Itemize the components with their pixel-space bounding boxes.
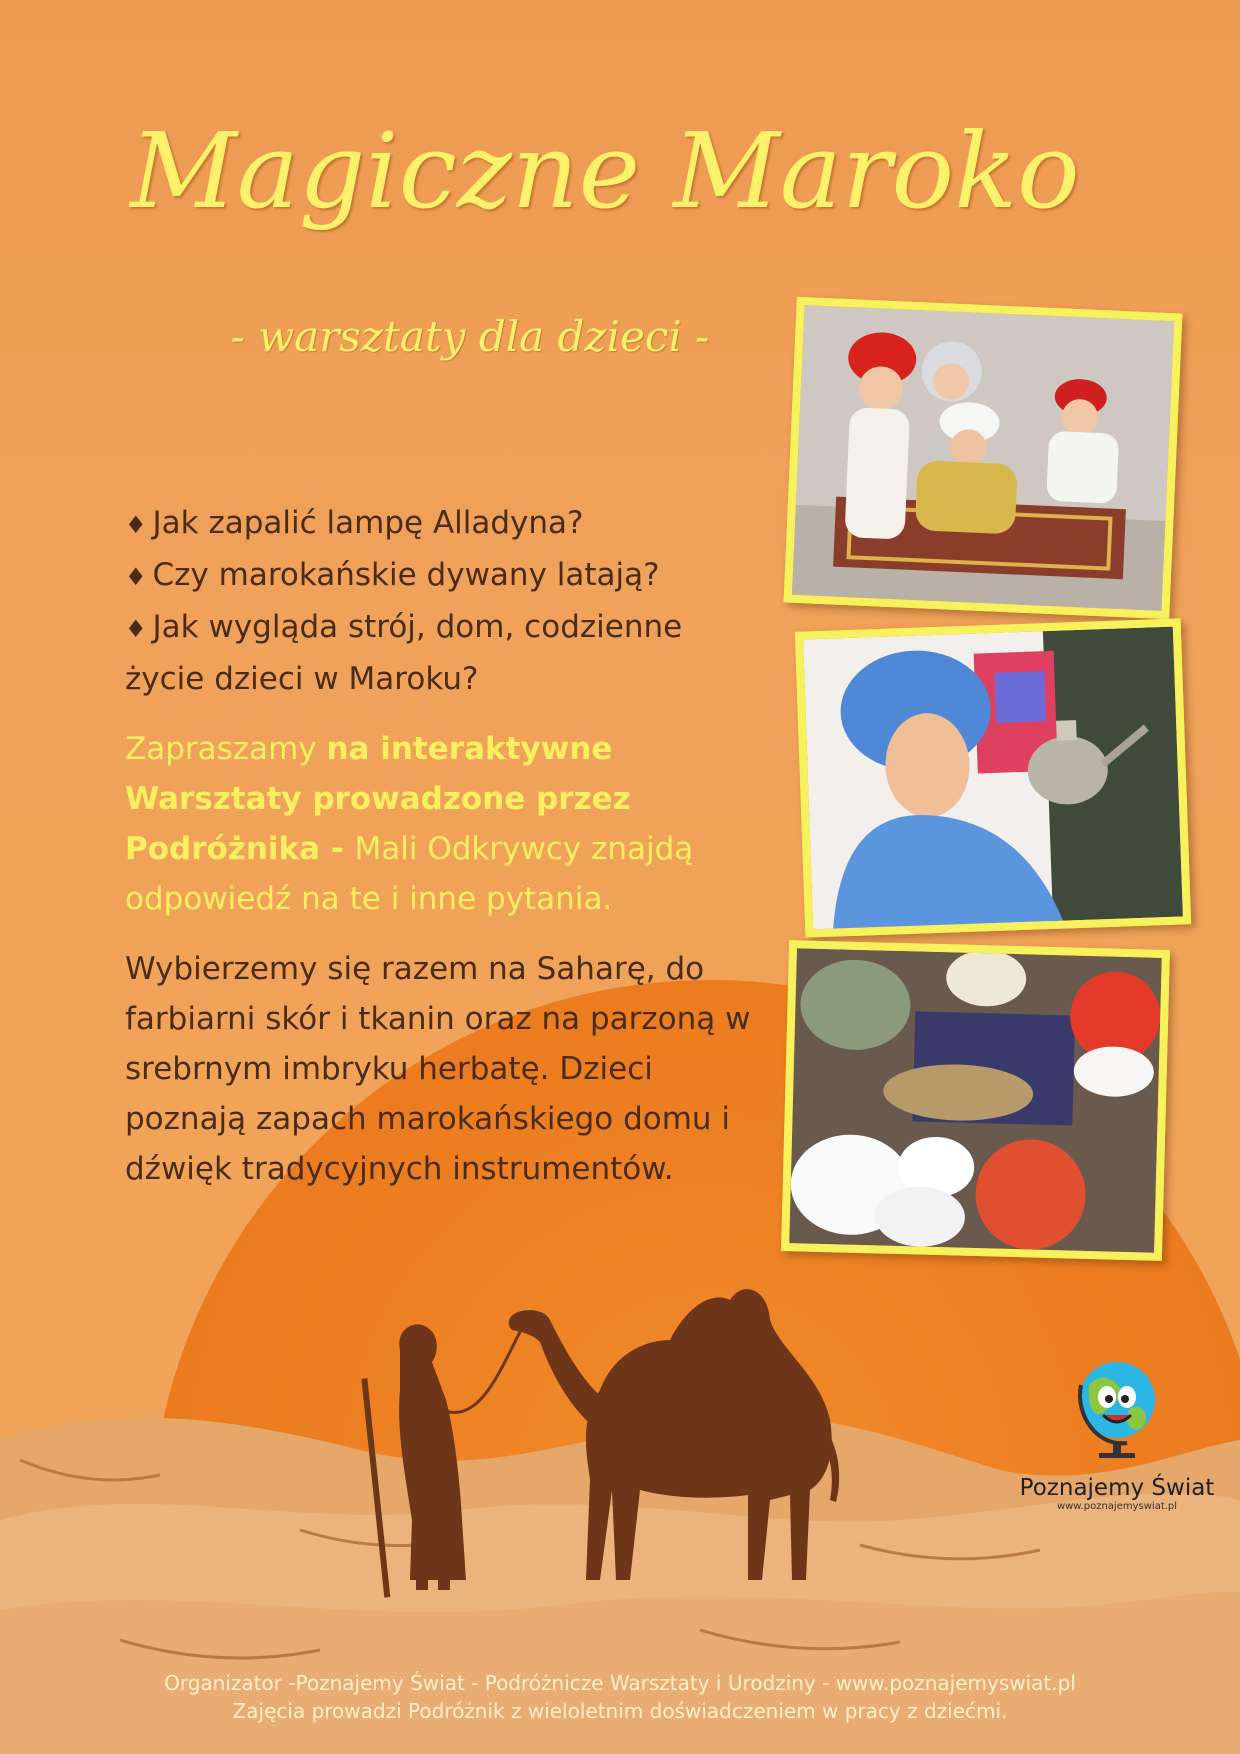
footer-line-organizer: Organizator -Poznajemy Świat - Podróżnicze Warsztaty i Urodziny - www.poznajemyswiat.pl <box>164 1671 1076 1695</box>
children-with-instruments-photo <box>781 940 1170 1261</box>
question-item: ♦ Czy marokańskie dywany latają? <box>125 557 660 593</box>
globe-mascot-icon <box>1067 1355 1167 1465</box>
logo-name: Poznajemy Świat <box>1019 1475 1215 1501</box>
poster-subtitle: - warsztaty dla dzieci - <box>230 312 710 361</box>
invitation-highlight: na interaktywne Warsztaty prowadzone przez Podróżnika - <box>125 731 631 867</box>
question-item: ♦ Jak zapalić lampę Alladyna? <box>125 505 584 541</box>
trip-description: Wybierzemy się razem na Saharę, do farbiarni skór i tkanin oraz na parzoną w srebrnym imbryku herbatę. Dzieci poznają zapach marokańskiego domu i dźwięk tradycyjnych instrumentów. <box>125 951 751 1187</box>
traveler-with-teapot-photo <box>795 618 1191 937</box>
camel-silhouette <box>350 1280 950 1610</box>
footer <box>0 1669 1240 1725</box>
footer-line-instructor: Zajęcia prowadzi Podróżnik z wieloletnim doświadczeniem w pracy z dziećmi. <box>232 1699 1008 1723</box>
children-in-costumes-photo <box>784 297 1183 620</box>
diamond-bullet-icon: ♦ <box>125 563 147 591</box>
diamond-bullet-icon: ♦ <box>125 511 147 539</box>
poster-title: Magiczne Maroko <box>130 110 1080 232</box>
logo-url: www.poznajemyswiat.pl <box>1056 1501 1178 1512</box>
question-item: ♦ Jak wygląda strój, dom, codzienne życie dzieci w Maroku? <box>125 609 683 697</box>
organizer-logo <box>1002 1355 1232 1512</box>
diamond-bullet-icon: ♦ <box>125 615 147 643</box>
questions-list <box>125 498 765 704</box>
invitation-paragraph: Zapraszamy na interaktywne Warsztaty prowadzone przez Podróżnika - Mali Odkrywcy znajdą odpowiedź na te i inne pytania. <box>125 731 694 917</box>
